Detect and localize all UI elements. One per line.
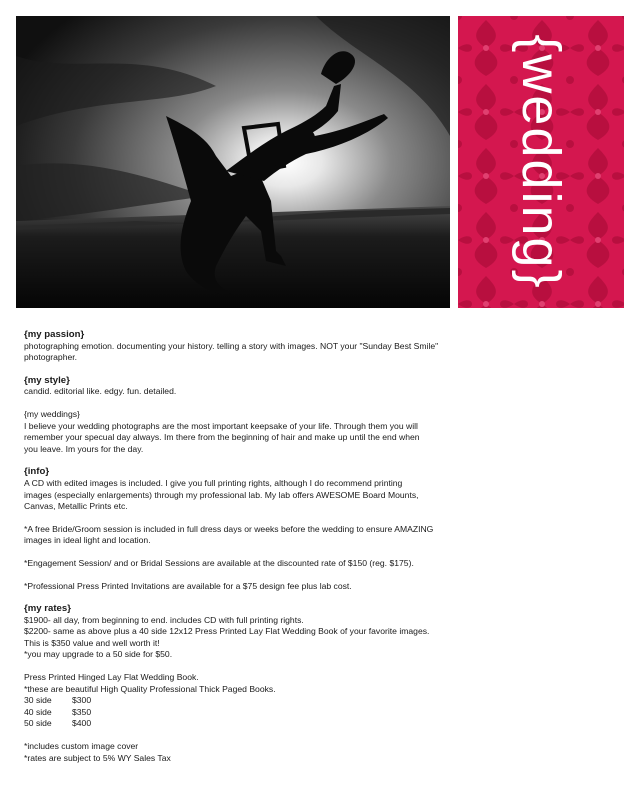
wedding-photo [16, 16, 450, 308]
price-value: $350 [72, 706, 92, 717]
bride-silhouette-photo [16, 16, 450, 308]
price-size: 50 side [24, 718, 52, 729]
banner-title: {wedding} [511, 34, 571, 290]
rates-text: $2200- same as above plus a 40 side 12x12 Press Printed Lay Flat Wedding Book of your favorite images. [24, 626, 430, 637]
book-note: *rates are subject to 5% WY Sales Tax [24, 752, 171, 763]
info-note: images in ideal light and location. [24, 535, 151, 546]
info-note: *A free Bride/Groom session is included in full dress days or weeks before the wedding to ensure AMAZING [24, 523, 434, 534]
style-heading: {my style} [24, 374, 70, 386]
book-title: Press Printed Hinged Lay Flat Wedding Book. [24, 672, 199, 683]
weddings-text: I believe your wedding photographs are the most important keepsake of your life. Through them you will [24, 420, 418, 431]
price-size: 30 side [24, 695, 52, 706]
price-value: $400 [72, 718, 92, 729]
info-note: *Professional Press Printed Invitations are available for a $75 design fee plus lab cost. [24, 580, 352, 591]
passion-text: photographer. [24, 352, 78, 363]
price-value: $300 [72, 695, 92, 706]
style-text: candid. editorial like. edgy. fun. detailed. [24, 386, 177, 397]
weddings-text: you leave. Im yours for the day. [24, 443, 144, 454]
price-size: 40 side [24, 706, 52, 717]
rates-text: *you may upgrade to a 50 side for $50. [24, 649, 173, 660]
info-note: *Engagement Session/ and or Bridal Sessions are available at the discounted rate of $150 (reg. $175). [24, 557, 414, 568]
book-note: *includes custom image cover [24, 741, 139, 752]
rates-text: $1900- all day, from beginning to end. includes CD with full printing rights. [24, 614, 304, 625]
rates-text: This is $350 value and well worth it! [24, 637, 160, 648]
page-content [24, 329, 484, 764]
wedding-banner [458, 16, 624, 308]
passion-text: photographing emotion. documenting your history. telling a story with images. NOT your "Sunday Best Smile" [24, 340, 439, 351]
info-text: A CD with edited images is included. I give you full printing rights, although I do recommend printing [24, 477, 403, 488]
book-price-list [24, 695, 484, 730]
info-text: images (especially enlargements) through my professional lab. My lab offers AWESOME Board Mounts, [24, 489, 419, 500]
book-subtitle: *these are beautiful High Quality Professional Thick Paged Books. [24, 683, 276, 694]
rates-heading: {my rates} [24, 603, 71, 615]
passion-heading: {my passion} [24, 329, 85, 340]
weddings-text: remember your specual day always. Im there from the beginning of hair and make up until the end when [24, 432, 420, 443]
weddings-heading: {my weddings} [24, 408, 80, 419]
info-heading: {info} [24, 466, 50, 478]
info-text: Canvas, Metallic Prints etc. [24, 501, 128, 512]
